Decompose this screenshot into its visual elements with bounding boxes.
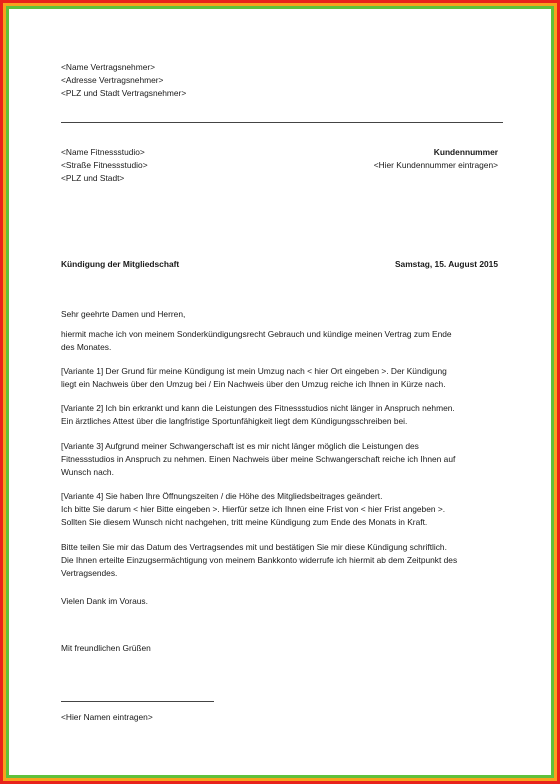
paragraph-line: des Monates.	[61, 342, 112, 353]
variant-3-paragraph	[61, 440, 506, 480]
header-divider	[61, 122, 503, 123]
thanks-line: Vielen Dank im Voraus.	[61, 596, 148, 606]
signature-name: <Hier Namen eintragen>	[61, 712, 153, 722]
paragraph-line: Die Ihnen erteilte Einzugsermächtigung von meinem Bankkonto widerrufe ich hiermit ab dem Zeitpunkt des	[61, 555, 458, 566]
paragraph-line: Sollten Sie diesem Wunsch nicht nachgehen, tritt meine Kündigung zum Ende des Monats in Kraft.	[61, 517, 428, 528]
signature-line	[61, 701, 214, 702]
paragraph-line: Fitnessstudios in Anspruch zu nehmen. Einen Nachweis über meine Schwangerschaft reiche ich Ihnen auf	[61, 454, 456, 465]
paragraph-line: Vertragsendes.	[61, 568, 118, 579]
paragraph-line: [Variante 4] Sie haben Ihre Öffnungszeiten / die Höhe des Mitgliedsbeitrages geändert.	[61, 491, 383, 501]
variant-2-paragraph	[61, 402, 506, 428]
paragraph-line: [Variante 2] Ich bin erkrankt und kann die Leistungen des Fitnessstudios nicht länger in Anspruch nehmen.	[61, 403, 455, 413]
paragraph-line: [Variante 3] Aufgrund meiner Schwangerschaft ist es mir nicht länger möglich die Leistungen des	[61, 441, 419, 451]
paragraph-line: liegt ein Nachweis über den Umzug bei / Ein Nachweis über den Umzug reiche ich Ihnen in Kürze nach.	[61, 379, 446, 390]
paragraph-line: Bitte teilen Sie mir das Datum des Vertragsendes mit und bestätigen Sie mir diese Kündigung schriftlich.	[61, 542, 447, 552]
paragraph-line: Wunsch nach.	[61, 467, 114, 478]
subject-line: Kündigung der Mitgliedschaft	[61, 259, 180, 269]
customer-number-label: Kundennummer	[433, 147, 498, 157]
paragraph-line: [Variante 1] Der Grund für meine Kündigung ist mein Umzug nach < hier Ort eingeben >. Der Kündigung	[61, 366, 447, 376]
sender-city: <PLZ und Stadt Vertragsnehmer>	[61, 88, 187, 98]
intro-paragraph	[61, 328, 506, 354]
paragraph-line: Ein ärztliches Attest über die langfristige Sportunfähigkeit liegt dem Kündigungsschreiben bei.	[61, 416, 408, 427]
variant-1-paragraph	[61, 365, 506, 391]
sender-address: <Adresse Vertragsnehmer>	[61, 75, 164, 85]
sender-name: <Name Vertragsnehmer>	[61, 62, 156, 72]
salutation: Sehr geehrte Damen und Herren,	[61, 309, 186, 319]
recipient-name: <Name Fitnessstudio>	[61, 147, 145, 157]
letter-date: Samstag, 15. August 2015	[394, 259, 498, 269]
paragraph-line: hiermit mache ich von meinem Sonderkündigungsrecht Gebrauch und kündige meinen Vertrag zum Ende	[61, 329, 452, 339]
customer-number-value: <Hier Kundennummer eintragen>	[373, 160, 498, 170]
closing-paragraph	[61, 541, 506, 581]
greeting-line: Mit freundlichen Grüßen	[61, 643, 151, 653]
recipient-street: <Straße Fitnessstudio>	[61, 160, 148, 170]
recipient-city: <PLZ und Stadt>	[61, 173, 125, 183]
variant-4-paragraph	[61, 490, 506, 530]
paragraph-line: Ich bitte Sie darum < hier Bitte eingeben >. Hierfür setze ich Ihnen eine Frist von < hier Frist angeben >.	[61, 504, 446, 515]
